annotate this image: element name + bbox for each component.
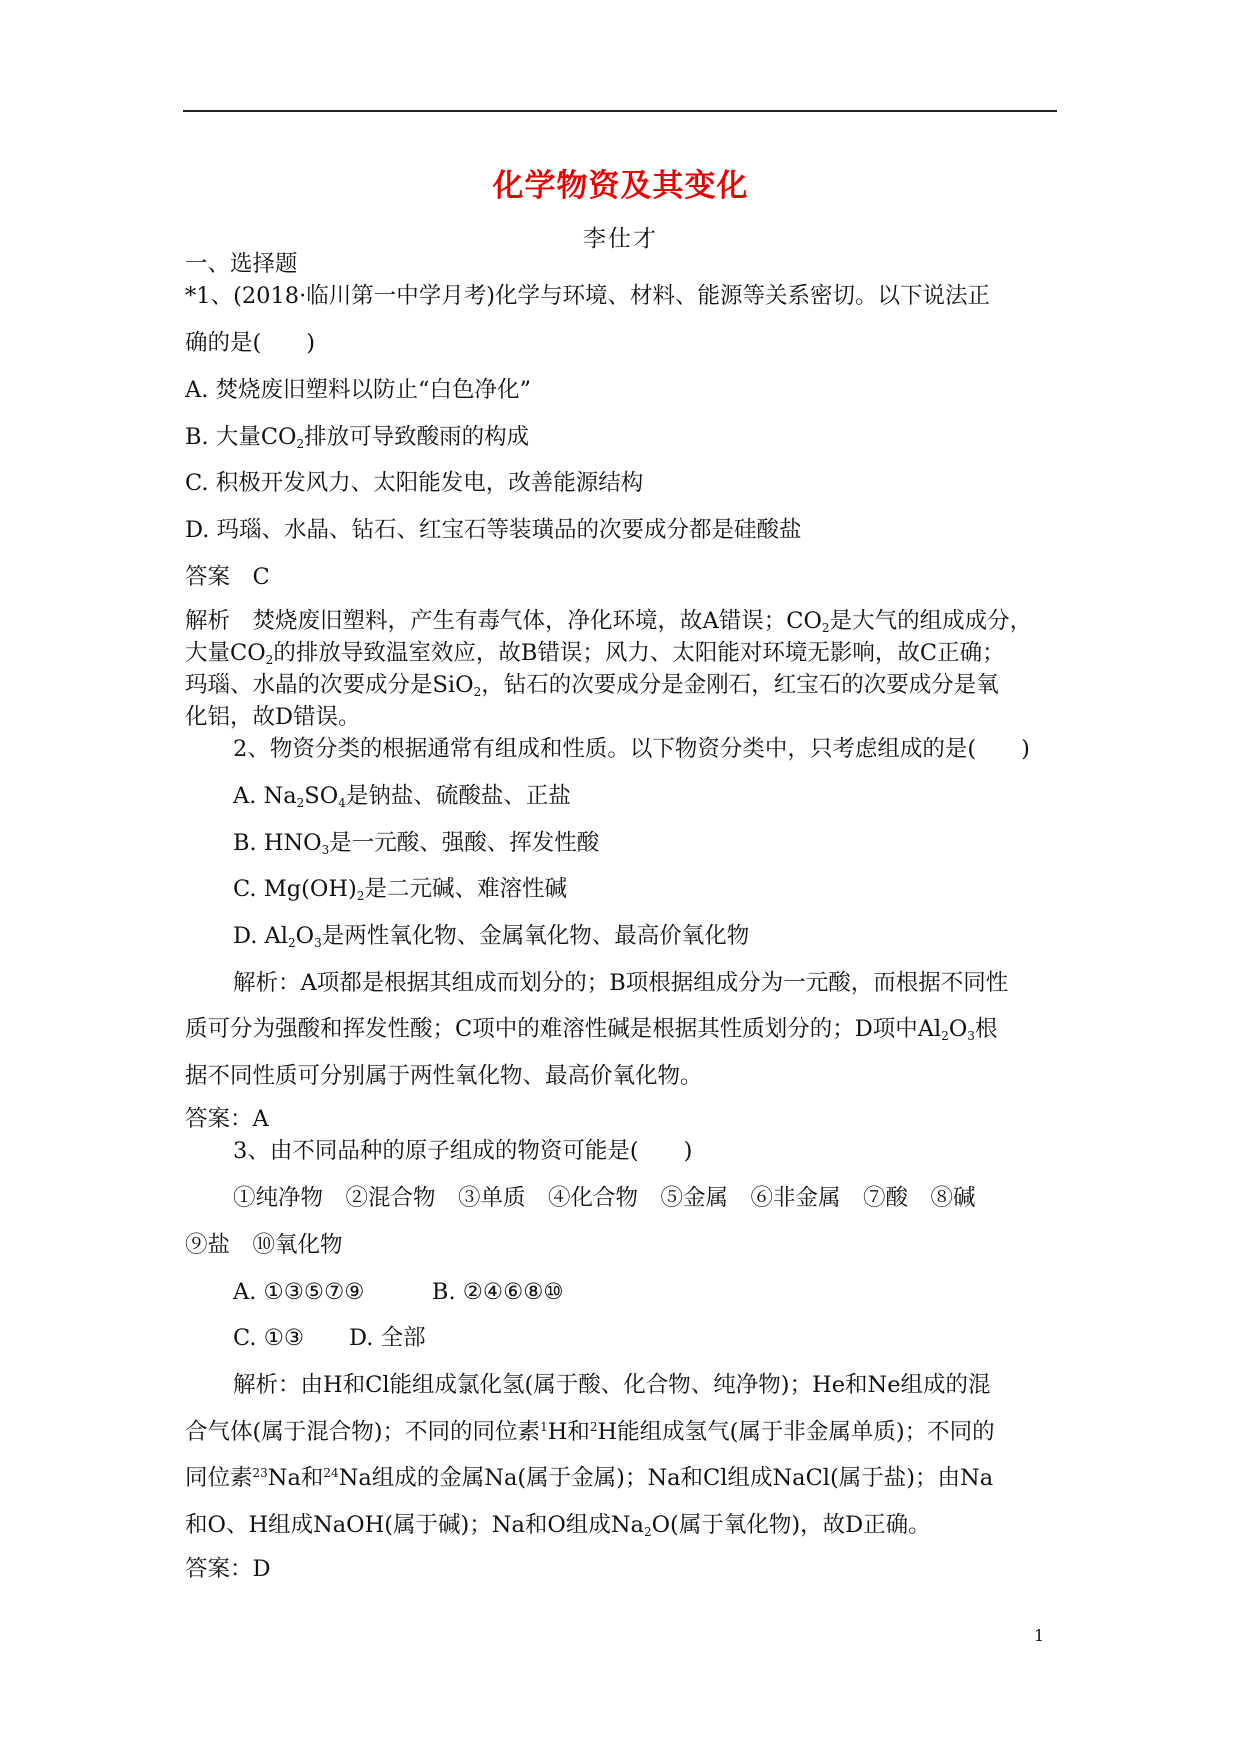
q2-explanation-line3: 据不同性质可分别属于两性氧化物、最高价氧化物。 (185, 1063, 703, 1089)
q2-option-c: C. $Mg(OH)_2$是二元碱、难溶性碱 (233, 876, 567, 903)
document-title: 化学物资及其变化 (492, 168, 749, 204)
header-rule (183, 110, 1057, 112)
q3-items-line1: ①纯净物 ②混合物 ③单质 ④化合物 ⑤金属 ⑥非金属 ⑦酸 ⑧碱 (233, 1185, 976, 1211)
q3-stem: 3、由不同品种的原子组成的物资可能是( ) (233, 1138, 693, 1164)
page-number: 1 (1034, 1626, 1045, 1645)
q2-explanation-line2: 质可分为强酸和挥发性酸；C项中的难溶性碱是根据其性质划分的；D项中$Al_2O_3$根 (185, 1016, 998, 1043)
q1-explanation-line2: 大量$CO_2$的排放导致温室效应，故B错误；风力、太阳能对环境无影响，故C正确； (185, 640, 1005, 667)
q3-explanation-line1: 解析：由H和Cl能组成氯化氢(属于酸、化合物、纯净物)；He和Ne组成的混 (233, 1372, 991, 1398)
q1-stem-line1: *1、(2018·临川第一中学月考)化学与环境、材料、能源等关系密切。以下说法正 (185, 283, 991, 309)
q3-explanation-line3: 同位素$^{23}$Na和$^{24}$Na组成的金属Na(属于金属)；Na和Cl组成NaCl(属于盐)；由Na (185, 1465, 994, 1491)
q1-stem-line2: 确的是( ) (185, 330, 316, 356)
q2-option-b: B. $HNO_3$是一元酸、强酸、挥发性酸 (233, 830, 600, 857)
q3-explanation-line2: 合气体(属于混合物)；不同的同位素$^1$H和$^2$H能组成氢气(属于非金属单质)；不同的 (185, 1419, 995, 1445)
q1-explanation-line1: 解析 焚烧废旧塑料，产生有毒气体，净化环境，故A错误；$CO_2$是大气的组成成分， (185, 608, 1033, 635)
q1-option-c: C. 积极开发风力、太阳能发电，改善能源结构 (185, 470, 644, 496)
q1-explanation-line4: 化铝，故D错误。 (185, 704, 361, 730)
q1-option-a: A. 焚烧废旧塑料以防止“白色净化” (185, 377, 532, 403)
q2-stem: 2、物资分类的根据通常有组成和性质。以下物资分类中，只考虑组成的是( ) (233, 736, 1030, 762)
q3-options-line2: C. ①③ D. 全部 (233, 1325, 426, 1351)
q1-option-d: D. 玛瑙、水晶、钻石、红宝石等装璜品的次要成分都是硅酸盐 (185, 517, 802, 543)
q1-option-b: B. 大量$CO_2$排放可导致酸雨的构成 (185, 424, 530, 451)
q3-explanation-line4: 和O、H组成NaOH(属于碱)；Na和O组成$Na_2O$(属于氧化物)，故D正确。 (185, 1512, 931, 1539)
author-name: 李仕才 (583, 226, 658, 252)
q2-explanation-line1: 解析：A项都是根据其组成而划分的；B项根据组成分为一元酸，而根据不同性 (233, 970, 1009, 996)
q1-explanation-line3: 玛瑙、水晶的次要成分是SiO$_2$，钻石的次要成分是金刚石，红宝石的次要成分是氧 (185, 672, 999, 699)
section-heading: 一、选择题 (185, 251, 298, 277)
q1-answer: 答案 C (185, 564, 270, 590)
q3-items-line2: ⑨盐 ⑩氧化物 (185, 1232, 343, 1258)
q3-answer: 答案：D (185, 1556, 271, 1582)
q2-option-d: D. $Al_2O_3$是两性氧化物、金属氧化物、最高价氧化物 (233, 923, 750, 950)
q2-answer: 答案：A (185, 1106, 269, 1132)
q3-options-line1: A. ①③⑤⑦⑨ B. ②④⑥⑧⑩ (233, 1279, 564, 1305)
q2-option-a: A. $Na_2SO_4$是钠盐、硫酸盐、正盐 (233, 783, 571, 810)
